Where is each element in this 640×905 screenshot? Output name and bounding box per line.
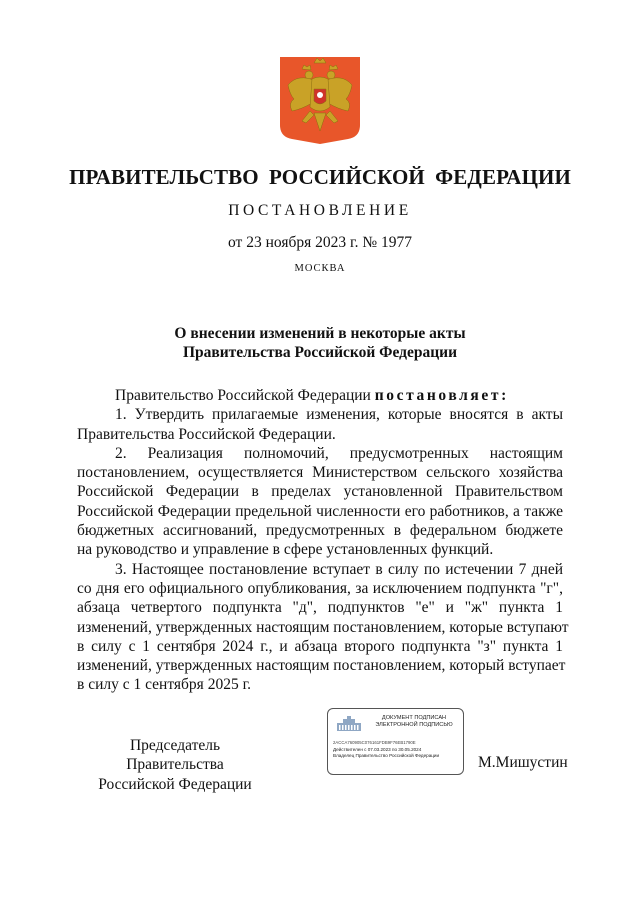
stamp-title-line-1: ДОКУМЕНТ ПОДПИСАН xyxy=(381,715,447,721)
certificate-owner: Владелец Правительство Российской Федерации xyxy=(333,753,440,758)
item-3-line: в силу с 1 сентября 2024 г., и абзаца второго подпункта "з" пункта 1 xyxy=(77,637,563,655)
item-2-line: Российской Федерации в пределах установленной Правительством xyxy=(77,483,563,501)
item-3-line: 3. Настоящее постановление вступает в силу по истечении 7 дней xyxy=(115,560,563,578)
item-3-line: изменений, утвержденных настоящим постановлением, которые вступают xyxy=(77,618,569,636)
item-2-line: 2. Реализация полномочий, предусмотренных настоящим xyxy=(115,444,563,462)
preamble-decrees: постановляет: xyxy=(374,387,509,404)
government-title: ПРАВИТЕЛЬСТВО РОССИЙСКОЙ ФЕДЕРАЦИИ xyxy=(69,165,571,189)
subject-line-1: О внесении изменений в некоторые акты xyxy=(174,325,466,342)
electronic-signature-stamp xyxy=(327,708,464,775)
certificate-number: 2ACCA760905C076161FDB9F76EB1790E xyxy=(333,740,416,745)
document-subject xyxy=(0,324,640,362)
preamble-text: Правительство Российской Федерации xyxy=(115,387,375,404)
coat-of-arms-emblem xyxy=(276,55,364,145)
item-3-line: изменений, утвержденных настоящим постановлением, который вступает xyxy=(77,657,566,675)
preamble xyxy=(77,386,563,405)
item-1-line: Правительства Российской Федерации. xyxy=(77,425,336,443)
document-type: ПОСТАНОВЛЕНИЕ xyxy=(228,202,412,219)
item-1-line: 1. Утвердить прилагаемые изменения, которые вносятся в акты xyxy=(115,406,563,424)
signatory-position-line-2: Российской Федерации xyxy=(98,775,252,793)
city: МОСКВА xyxy=(294,263,346,274)
item-3-line: абзаца четвертого подпункта "д", подпунктов "е" и "ж" пункта 1 xyxy=(77,599,563,617)
stamp-title-line-2: ЭЛЕКТРОННОЙ ПОДПИСЬЮ xyxy=(375,722,453,728)
signatory-position-line-1: Председатель Правительства xyxy=(126,737,224,774)
item-3-line: со дня его официального опубликования, за исключением подпункта "г", xyxy=(77,579,563,597)
certificate-validity: Действителен с 07.03.2023 по 30.05.2024 xyxy=(333,747,422,752)
government-building-icon xyxy=(336,715,362,733)
stamp-title xyxy=(368,715,460,729)
decree-body xyxy=(77,386,569,695)
item-2-line: постановлением, осуществляется Министерством сельского хозяйства xyxy=(77,464,563,482)
subject-line-2: Правительства Российской Федерации xyxy=(182,344,458,361)
signatory-name: М.Мишустин xyxy=(478,754,568,771)
item-2-line: на руководство и управление в сфере установленных функций. xyxy=(77,541,494,559)
item-2-line: Российской Федерации предельной численности его работников, а также xyxy=(77,502,563,520)
item-3-line: в силу с 1 сентября 2025 г. xyxy=(77,676,252,694)
signatory-position xyxy=(80,736,270,794)
date-and-number: от 23 ноября 2023 г. № 1977 xyxy=(228,234,412,251)
item-2-line: бюджетных ассигнований, предусмотренных в федеральном бюджете xyxy=(77,522,563,540)
